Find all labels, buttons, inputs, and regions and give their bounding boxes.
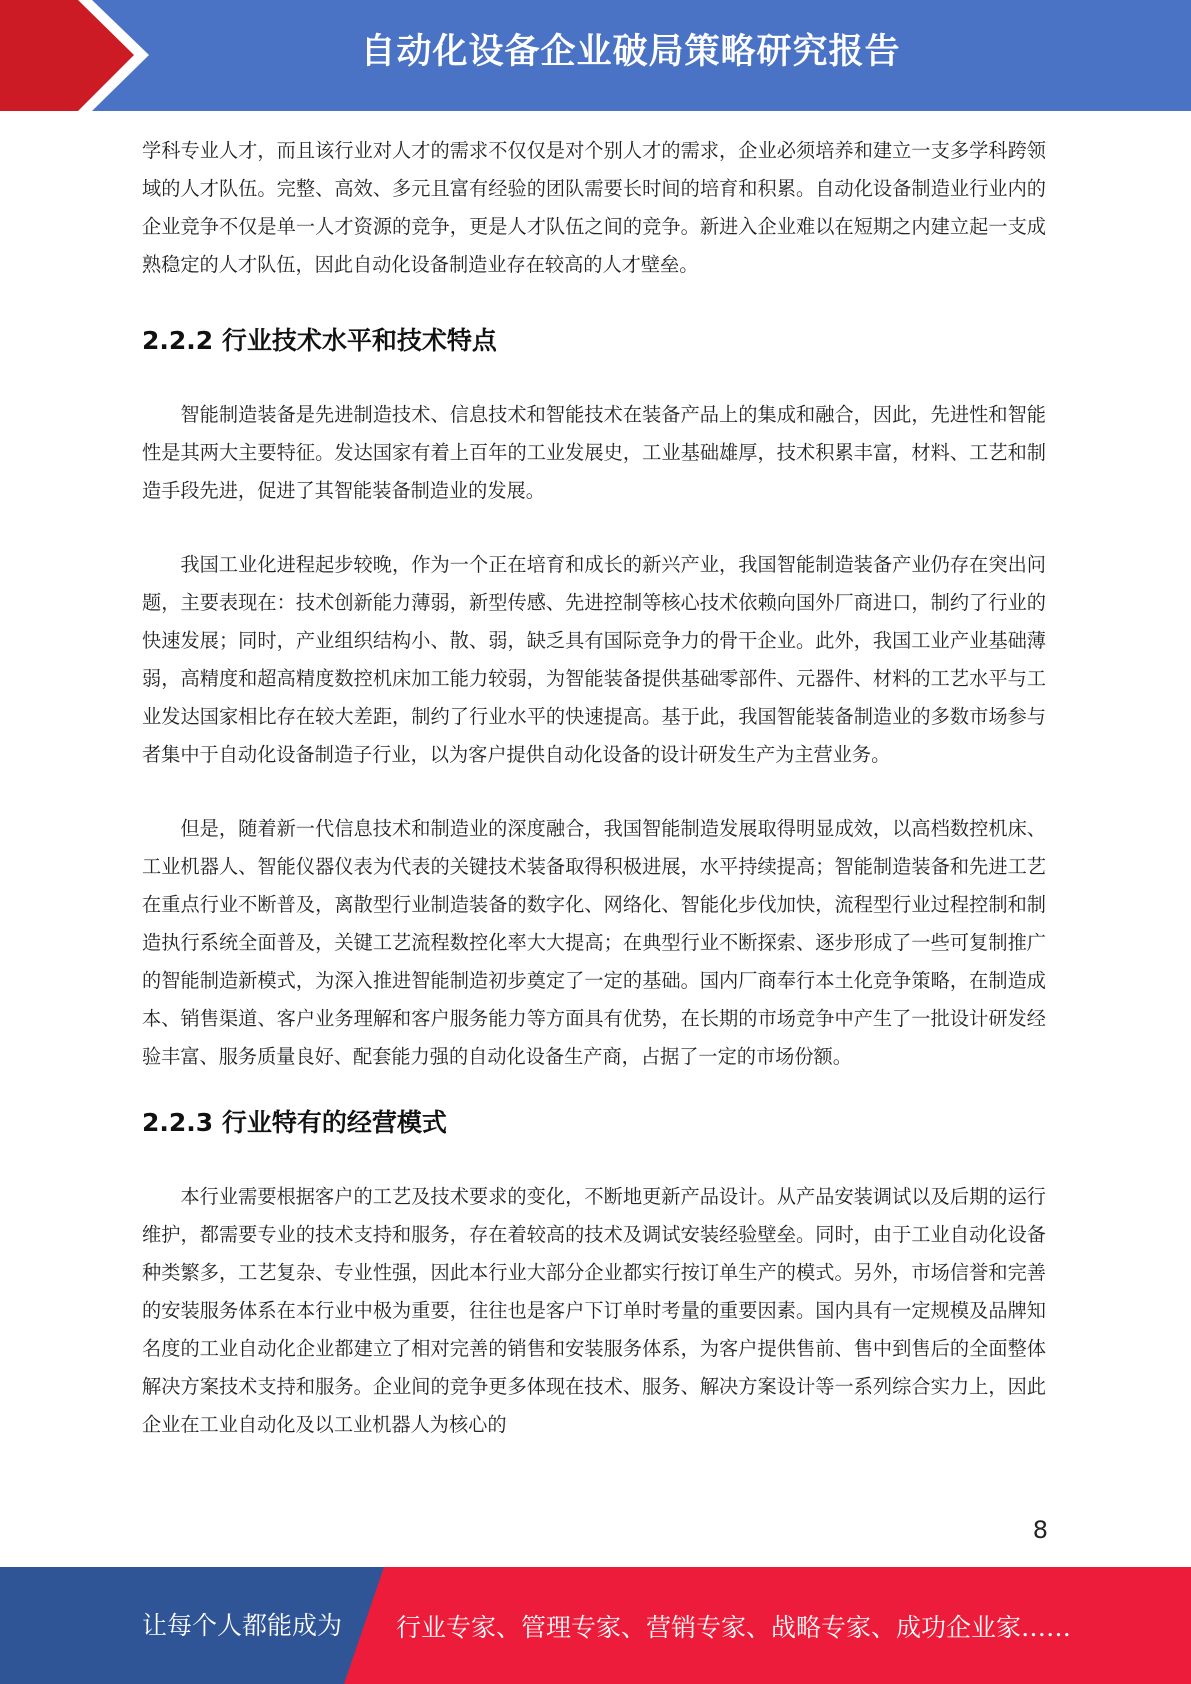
page-title: 自动化设备企业破局策略研究报告 [360, 32, 901, 72]
page-header [0, 0, 1191, 111]
page-number: 8 [1032, 1516, 1048, 1544]
intro-paragraph: 学科专业人才，而且该行业对人才的需求不仅仅是对个别人才的需求，企业必须培养和建立一支多学科跨领域的人才队伍。完整、高效、多元且富有经验的团队需要长时间的培育和积累。自动化设备制造业行业内的企业竞争不仅是单一人才资源的竞争，更是人才队伍之间的竞争。新进入企业难以在短期之内建立起一支成熟稳定的人才队伍，因此自动化设备制造业存在较高的人才壁垒。 [142, 139, 1046, 276]
section-heading-2-2-2: 2.2.2 行业技术水平和技术特点 [142, 326, 497, 355]
page-footer [0, 1567, 1191, 1684]
section-heading-2-2-3: 2.2.3 行业特有的经营模式 [142, 1108, 447, 1137]
footer-slogan-right: 行业专家、管理专家、营销专家、战略专家、成功企业家…… [396, 1613, 1072, 1642]
section-2-2-3-paragraph-1: 本行业需要根据客户的工艺及技术要求的变化，不断地更新产品设计。从产品安装调试以及后期的运行维护，都需要专业的技术支持和服务，存在着较高的技术及调试安装经验壁垒。同时，由于工业自动化设备种类繁多，工艺复杂、专业性强，因此本行业大部分企业都实行按订单生产的模式。另外，市场信誉和完善的安装服务体系在本行业中极为重要，往往也是客户下订单时考量的重要因素。国内具有一定规模及品牌知名度的工业自动化企业都建立了相对完善的销售和安装服务体系，为客户提供售前、售中到售后的全面整体解决方案技术支持和服务。企业间的竞争更多体现在技术、服务、解决方案设计等一系列综合实力上，因此企业在工业自动化及以工业机器人为核心的 [142, 1185, 1046, 1436]
section-2-2-2-paragraph-3: 但是，随着新一代信息技术和制造业的深度融合，我国智能制造发展取得明显成效，以高档数控机床、工业机器人、智能仪器仪表为代表的关键技术装备取得积极进展，水平持续提高；智能制造装备和先进工艺在重点行业不断普及，离散型行业制造装备的数字化、网络化、智能化步伐加快，流程型行业过程控制和制造执行系统全面普及，关键工艺流程数控化率大大提高；在典型行业不断探索、逐步形成了一些可复制推广的智能制造新模式，为深入推进智能制造初步奠定了一定的基础。国内厂商奉行本土化竞争策略，在制造成本、销售渠道、客户业务理解和客户服务能力等方面具有优势，在长期的市场竞争中产生了一批设计研发经验丰富、服务质量良好、配套能力强的自动化设备生产商，占据了一定的市场份额。 [142, 817, 1046, 1068]
section-2-2-2-paragraph-2: 我国工业化进程起步较晚，作为一个正在培育和成长的新兴产业，我国智能制造装备产业仍存在突出问题，主要表现在：技术创新能力薄弱，新型传感、先进控制等核心技术依赖向国外厂商进口，制约了行业的快速发展；同时，产业组织结构小、散、弱，缺乏具有国际竞争力的骨干企业。此外，我国工业产业基础薄弱，高精度和超高精度数控机床加工能力较弱，为智能装备提供基础零部件、元器件、材料的工艺水平与工业发达国家相比存在较大差距，制约了行业水平的快速提高。基于此，我国智能装备制造业的多数市场参与者集中于自动化设备制造子行业，以为客户提供自动化设备的设计研发生产为主营业务。 [142, 553, 1046, 766]
document-body [142, 132, 1046, 1444]
section-2-2-2-paragraph-1: 智能制造装备是先进制造技术、信息技术和智能技术在装备产品上的集成和融合，因此，先进性和智能性是其两大主要特征。发达国家有着上百年的工业发展史，工业基础雄厚，技术积累丰富，材料、工艺和制造手段先进，促进了其智能装备制造业的发展。 [142, 403, 1046, 502]
footer-slogan-left: 让每个人都能成为 [142, 1611, 343, 1640]
